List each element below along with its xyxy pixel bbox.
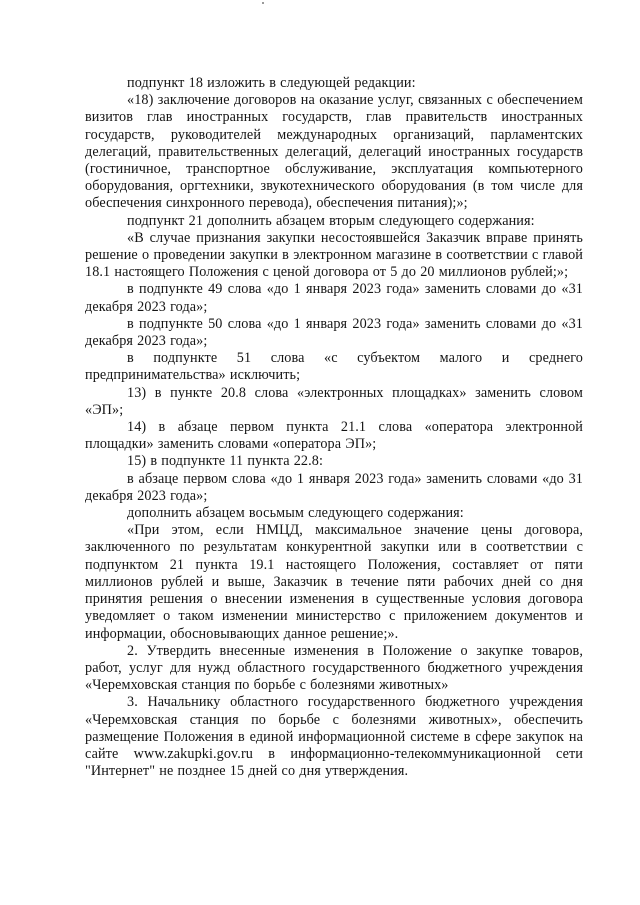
paragraph-clause-2: 2. Утвердить внесенные изменения в Положение о закупке товаров, работ, услуг для нужд областного государственного бюджетного учреждения «Черемховская станция по борьбе с болезнями животных»: [85, 642, 583, 694]
paragraph-subclause-21-intro: подпункт 21 дополнить абзацем вторым следующего содержания:: [127, 212, 535, 229]
paragraph-subclause-18-intro: подпункт 18 изложить в следующей редакции:: [127, 75, 416, 91]
paragraph-item-15: 15) в подпункте 11 пункта 22.8:: [127, 453, 324, 470]
paragraph-clause-3: 3. Начальнику областного государственного бюджетного учреждения «Черемховская станция по борьбе с болезнями животных», обеспечить размещение Положения в единой информационной системе в сфере закупок на сайте www.zakupki.gov.ru в информационно-телекоммуникационной сети "Интернет" не позднее 15 дней со дня утверждения.: [85, 694, 583, 780]
paragraph-subclause-18-text: «18) заключение договоров на оказание услуг, связанных с обеспечением визитов глав иностранных государств, глав правительств иностранных государств, руководителей международных организаций, парламентских делегаций, правительственных делегаций, делегаций иностранных государств (гостиничное, транспортное обслуживание, эксплуатация компьютерного оборудования, оргтехники, звукотехнического оборудования (в том числе для обеспечения синхронного перевода), обеспечения питания);»;: [85, 92, 583, 212]
document-body: [85, 75, 583, 780]
paragraph-subclause-50: в подпункте 50 слова «до 1 января 2023 года» заменить словами до «31 декабря 2023 года»;: [85, 315, 583, 350]
paragraph-item-15-first-abzac: в абзаце первом слова «до 1 января 2023 года» заменить словами «до 31 декабря 2023 года»;: [85, 470, 583, 504]
scan-artifact-dot: [262, 2, 264, 4]
paragraph-subclause-21-text: «В случае признания закупки несостоявшейся Заказчик вправе принять решение о проведении закупки в электронном магазине в соответствии с главой 18.1 настоящего Положения с ценой договора от 5 до 20 миллионов рублей;»;: [85, 229, 583, 281]
paragraph-subclause-49: в подпункте 49 слова «до 1 января 2023 года» заменить словами до «31 декабря 2023 года»;: [85, 281, 583, 315]
paragraph-subclause-51: в подпункте 51 слова «с субъектом малого и среднего предпринимательства» исключить;: [85, 350, 583, 384]
paragraph-item-14: 14) в абзаце первом пункта 21.1 слова «оператора электронной площадки» заменить словами «оператора ЭП»;: [85, 419, 583, 453]
paragraph-add-eighth-abzac: дополнить абзацем восьмым следующего содержания:: [127, 505, 464, 522]
paragraph-item-13: 13) в пункте 20.8 слова «электронных площадках» заменить словом «ЭП»;: [85, 384, 583, 418]
paragraph-eighth-abzac-text: «При этом, если НМЦД, максимальное значение цены договора, заключенного по результатам конкурентной закупки или в соответствии с подпунктом 21 пункта 19.1 настоящего Положения, составляет от пяти миллионов рублей и выше, Заказчик в течение пяти рабочих дней со дня принятия решения о внесении изменения в существенные условия договора уведомляет о таком изменении министерство с приложением документов и информации, обосновывающих данное решение;».: [85, 522, 583, 642]
